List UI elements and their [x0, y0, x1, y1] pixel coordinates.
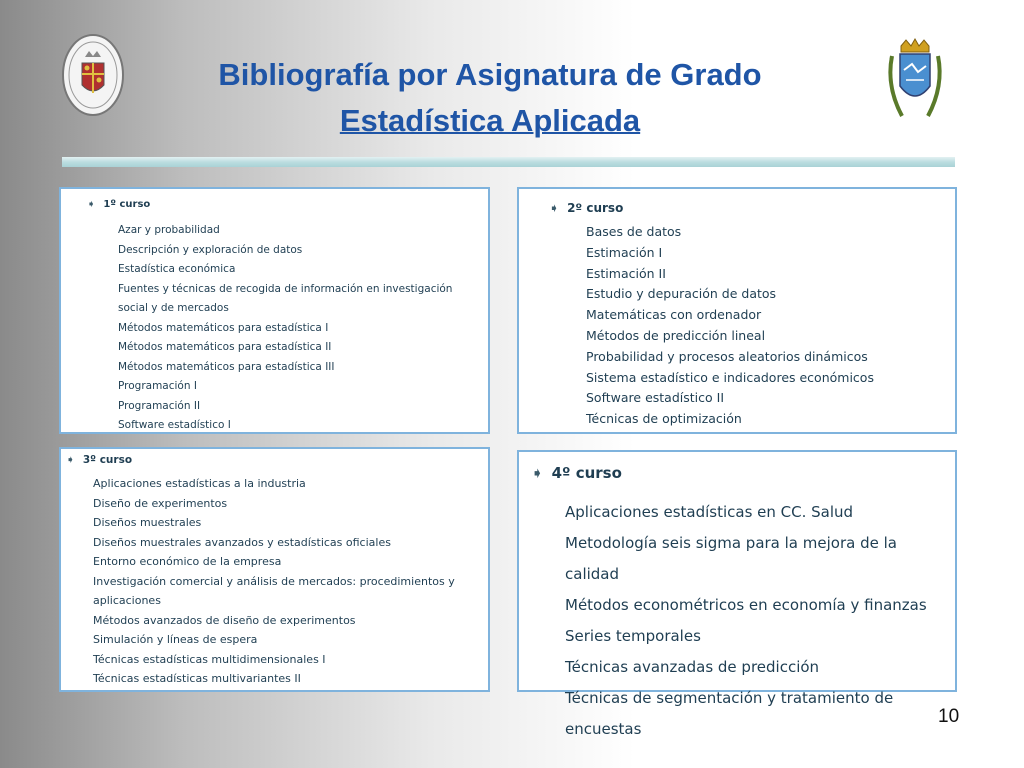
- list-item: Descripción y exploración de datos: [118, 243, 303, 256]
- list-item: Series temporales: [565, 627, 701, 645]
- list-item: Aplicaciones estadísticas a la industria: [93, 477, 306, 490]
- list-item: Simulación y líneas de espera: [93, 633, 258, 646]
- course-list: [565, 497, 950, 745]
- course-list: [586, 222, 946, 430]
- list-item: Sistema estadístico e indicadores económicos: [586, 369, 874, 385]
- list-item: Técnicas estadísticas multivariantes II: [93, 672, 301, 685]
- list-item: Fuentes y técnicas de recogida de información en investigación social y de mercados: [118, 282, 453, 314]
- list-item: Métodos avanzados de diseño de experimentos: [93, 613, 356, 627]
- list-item: Aplicaciones estadísticas en CC. Salud: [565, 503, 854, 521]
- course-list: [118, 221, 483, 436]
- list-item: Técnicas de segmentación y tratamiento de encuestas: [565, 689, 894, 738]
- list-item: Métodos matemáticos para estadística I: [118, 321, 329, 334]
- list-item: Métodos econométricos en economía y finanzas: [565, 596, 927, 614]
- list-item: Técnicas estadísticas multidimensionales I: [93, 652, 326, 666]
- university-seal-logo: [60, 33, 126, 117]
- title-block: [140, 55, 840, 141]
- list-item: Software estadístico I: [118, 419, 231, 431]
- panel-heading-label: 3º curso: [82, 454, 133, 466]
- list-item: Azar y probabilidad: [118, 224, 220, 236]
- list-item: Estimación II: [586, 265, 666, 281]
- panel-third-year: [59, 447, 490, 692]
- panel-first-year: [59, 187, 490, 434]
- slide-title: Bibliografía por Asignatura de Grado: [218, 57, 762, 92]
- panel-heading: [531, 464, 622, 482]
- list-item: Estudio y depuración de datos: [586, 286, 777, 302]
- list-item: Diseños muestrales avanzados y estadísticas oficiales: [93, 535, 391, 549]
- panel-heading: [87, 199, 150, 210]
- list-item: Métodos de predicción lineal: [586, 327, 766, 343]
- list-item: Estimación I: [586, 244, 663, 260]
- list-item: Metodología seis sigma para la mejora de la calidad: [565, 534, 897, 583]
- panel-heading-label: 4º curso: [551, 464, 622, 482]
- list-item: Diseño de experimentos: [93, 496, 228, 510]
- bullet-arrow-icon: ➧: [549, 201, 560, 215]
- list-item: Bases de datos: [586, 224, 682, 239]
- bullet-arrow-icon: ➧: [66, 454, 75, 466]
- panel-heading-label: 2º curso: [567, 201, 624, 215]
- list-item: Entorno económico de la empresa: [93, 555, 282, 568]
- list-item: Métodos matemáticos para estadística II: [118, 341, 332, 353]
- list-item: Diseños muestrales: [93, 516, 202, 529]
- list-item: Métodos matemáticos para estadística III: [118, 360, 335, 373]
- list-item: Estadística económica: [118, 263, 236, 275]
- list-item: Programación II: [118, 399, 201, 412]
- bullet-arrow-icon: ➧: [87, 199, 96, 210]
- panel-heading: [66, 454, 132, 466]
- list-item: Programación I: [118, 380, 197, 392]
- coat-of-arms-logo: [882, 36, 948, 126]
- list-item: Software estadístico II: [586, 390, 725, 406]
- panel-heading-label: 1º curso: [103, 199, 151, 210]
- list-item: Técnicas de optimización: [586, 411, 742, 427]
- list-item: Probabilidad y procesos aleatorios dinámicos: [586, 348, 868, 364]
- page-number: 10: [938, 706, 960, 727]
- course-list: [93, 474, 483, 689]
- list-item: Investigación comercial y análisis de mercados: procedimientos y aplicaciones: [93, 574, 455, 607]
- list-item: Técnicas avanzadas de predicción: [565, 658, 820, 676]
- panel-heading: [549, 201, 623, 215]
- slide-subtitle: Estadística Aplicada: [339, 103, 641, 138]
- title-divider: [62, 157, 955, 167]
- list-item: Matemáticas con ordenador: [586, 307, 762, 323]
- bullet-arrow-icon: ➧: [531, 464, 544, 482]
- panel-second-year: [517, 187, 957, 434]
